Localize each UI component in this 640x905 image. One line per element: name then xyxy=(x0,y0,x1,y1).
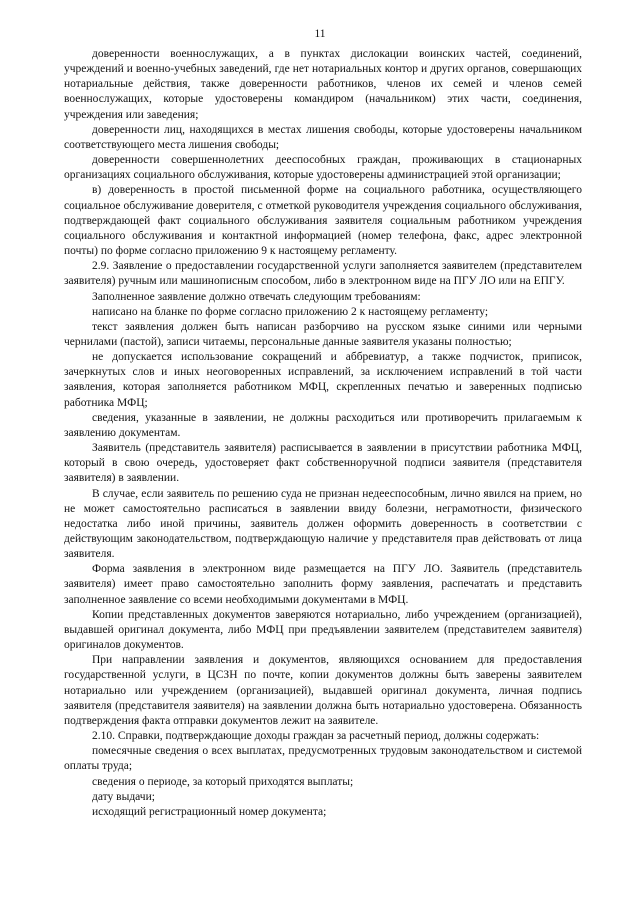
paragraph: Форма заявления в электронном виде размещается на ПГУ ЛО. Заявитель (представитель заявителя) имеет право самостоятельно заполнить форму заявления, распечатать и представить заполненное заявление со всеми необходимыми документами в МФЦ. xyxy=(64,563,582,606)
page-number: 11 xyxy=(314,28,326,40)
paragraph: в) доверенность в простой письменной форме на социального работника, осуществляющего социальное обслуживание доверителя, с отметкой руководителя учреждения социального обслуживания, подтверждающей факт социального обслуживания заявителя социальным работником учреждения социального обслуживания и контактной информацией (номер телефона, факс, адрес электронной почты) по форме согласно приложению 9 к настоящему регламенту. xyxy=(64,184,582,258)
paragraph: В случае, если заявитель по решению суда не признан недееспособным, лично явился на прием, но не может самостоятельно расписаться в заявлении ввиду болезни, неграмотности, физического недостатка либо иной причины, заявитель должен оформить доверенность в соответствии с действующим законодательством, подтверждающую наличие у представителя прав действовать от лица заявителя. xyxy=(64,487,582,561)
paragraph: сведения, указанные в заявлении, не должны расходиться или противоречить прилагаемым к заявлению документам. xyxy=(64,411,582,439)
paragraph: текст заявления должен быть написан разборчиво на русском языке синими или черными чернилами (пастой), записи читаемы, персональные данные заявителя указаны полностью; xyxy=(64,320,582,348)
paragraph: доверенности лиц, находящихся в местах лишения свободы, которые удостоверены начальником соответствующего места лишения свободы; xyxy=(64,123,582,151)
paragraph: исходящий регистрационный номер документа; xyxy=(92,805,327,818)
paragraph: доверенности совершеннолетних дееспособных граждан, проживающих в стационарных организациях социального обслуживания, которые удостоверены администрацией этой организации; xyxy=(64,154,582,182)
paragraph: написано на бланке по форме согласно приложению 2 к настоящему регламенту; xyxy=(92,305,489,318)
paragraph: При направлении заявления и документов, являющихся основанием для предоставления государственной услуги, в ЦСЗН по почте, копии документов должны быть заверены заявителем нотариально или учреждением (организацией), выдавшей оригинал документа, личная подпись заявителя (представителя заявителя) на заявлении должна быть нотариально удостоверена. Обязанность подтверждения факта отправки документов лежит на заявителе. xyxy=(64,654,582,727)
paragraph: сведения о периоде, за который приходятся выплаты; xyxy=(92,775,354,788)
paragraph: помесячные сведения о всех выплатах, предусмотренных трудовым законодательством и системой оплаты труда; xyxy=(64,745,582,773)
paragraph: Заявитель (представитель заявителя) расписывается в заявлении в присутствии работника МФЦ, который в свою очередь, удостоверяет факт собственноручной подписи заявителя (представителя заявителя) в заявлении. xyxy=(64,442,582,485)
paragraph: Копии представленных документов заверяются нотариально, либо учреждением (организацией), выдавшей оригинал документа, либо МФЦ при предъявлении заявителем (представителем заявителя) оригиналов документов. xyxy=(64,608,582,652)
paragraph: доверенности военнослужащих, а в пунктах дислокации воинских частей, соединений, учреждений и военно-учебных заведений, где нет нотариальных контор и других органов, совершающих нотариальные действия, также доверенности работников, членов их семей и членов семей военнослужащих, которые удостоверены командиром (начальником) этих части, соединения, учреждения или заведения; xyxy=(64,48,582,121)
paragraph: Заполненное заявление должно отвечать следующим требованиям: xyxy=(92,290,421,303)
paragraph: дату выдачи; xyxy=(92,790,155,803)
paragraph: не допускается использование сокращений и аббревиатур, а также подчисток, приписок, зачеркнутых слов и иных неоговоренных исправлений, за исключением исправлений в той части заявления, которая заполняется работником МФЦ, скрепленных печатью и заверенных подписью работника МФЦ; xyxy=(64,351,582,409)
paragraph: 2.10. Справки, подтверждающие доходы граждан за расчетный период, должны содержать: xyxy=(92,730,540,743)
document-body xyxy=(64,47,582,820)
paragraph: 2.9. Заявление о предоставлении государственной услуги заполняется заявителем (представителем заявителя) ручным или машинописным способом, либо в электронном виде на ПГУ ЛО или на ЕПГУ. xyxy=(64,260,582,288)
